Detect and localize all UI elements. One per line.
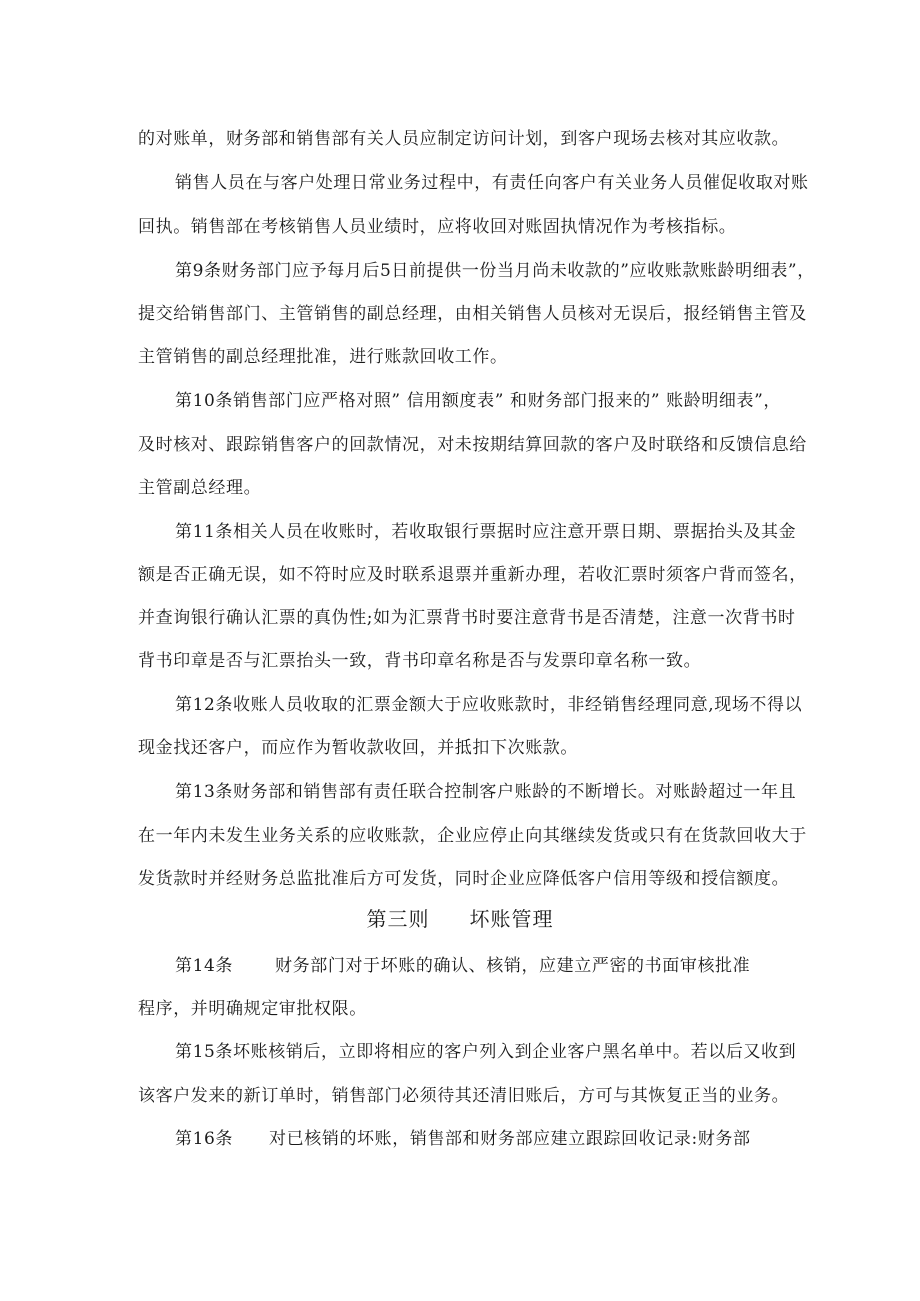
paragraph-line: 第13条财务部和销售部有责任联合控制客户账龄的不断增长。对账龄超过一年且: [175, 782, 797, 802]
paragraph-line: 背书印章是否与汇票抬头一致，背书印章名称是否与发票印章名称一致。: [138, 651, 702, 671]
section-heading: [0, 906, 920, 932]
paragraph-line: 并查询银行确认汇票的真伪性;如为汇票背书时要注意背书是否清楚，注意一次背书时: [138, 608, 796, 628]
paragraph-line: 的对账单，财务部和销售部有关人员应制定访问计划，到客户现场去核对其应收款。: [138, 129, 790, 149]
paragraph-line: 该客户发来的新订单时，销售部门必须待其还清旧账后，方可与其恢复正当的业务。: [138, 1086, 790, 1106]
paragraph-line: 主管销售的副总经理批准，进行账款回收工作。: [138, 347, 508, 367]
article-16-label: 第16条: [175, 1129, 234, 1149]
paragraph-line: 及时核对、跟踪销售客户的回款情况，对未按期结算回款的客户及时联络和反馈信息给: [138, 435, 807, 455]
article-16-line: [175, 1128, 751, 1150]
paragraph-line: 第9条财务部门应予每月后5日前提供一份当月尚未收款的”应收账款账龄明细表”，: [175, 261, 815, 281]
paragraph-line: 程序，并明确规定审批权限。: [138, 999, 367, 1019]
paragraph-line: 第11条相关人员在收账时，若收取银行票据时应注意开票日期、票据抬头及其金: [175, 522, 797, 542]
paragraph-line: 发货款时并经财务总监批准后方可发货，同时企业应降低客户信用等级和授信额度。: [138, 869, 790, 889]
paragraph-line: 主管副总经理。: [138, 478, 262, 498]
section-heading-number: 第三则: [366, 907, 430, 931]
article-14-label: 第14条: [175, 956, 234, 976]
paragraph-line: 现金找还客户，而应作为暂收款收回，并抵扣下次账款。: [138, 738, 578, 758]
paragraph-line: 第10条销售部门应严格对照” 信用额度表” 和财务部门报来的” 账龄明细表”，: [175, 391, 782, 411]
paragraph-line: 第15条坏账核销后，立即将相应的客户列入到企业客户黑名单中。若以后又收到: [175, 1042, 797, 1062]
paragraph-line: 提交给销售部门、主管销售的副总经理，由相关销售人员核对无误后，报经销售主管及: [138, 304, 807, 324]
section-heading-title: 坏账管理: [469, 907, 554, 931]
paragraph-line: 回执。销售部在考核销售人员业绩时，应将收回对账固执情况作为考核指标。: [138, 217, 737, 237]
paragraph-line: 在一年内未发生业务关系的应收账款，企业应停止向其继续发货或只有在货款回收大于: [138, 826, 807, 846]
article-16-text: 对已核销的坏账，销售部和财务部应建立跟踪回收记录:财务部: [269, 1129, 751, 1149]
paragraph-line: 额是否正确无误，如不符时应及时联系退票并重新办理，若收汇票时须客户背而签名，: [138, 565, 807, 585]
paragraph-line: 销售人员在与客户处理日常业务过程中，有责任向客户有关业务人员催促收取对账: [175, 173, 809, 193]
article-14-line: [175, 955, 750, 977]
article-14-text: 财务部门对于坏账的确认、核销，应建立严密的书面审核批准: [275, 956, 751, 976]
paragraph-line: 第12条收账人员收取的汇票金额大于应收账款时，非经销售经理同意,现场不得以: [175, 695, 803, 715]
